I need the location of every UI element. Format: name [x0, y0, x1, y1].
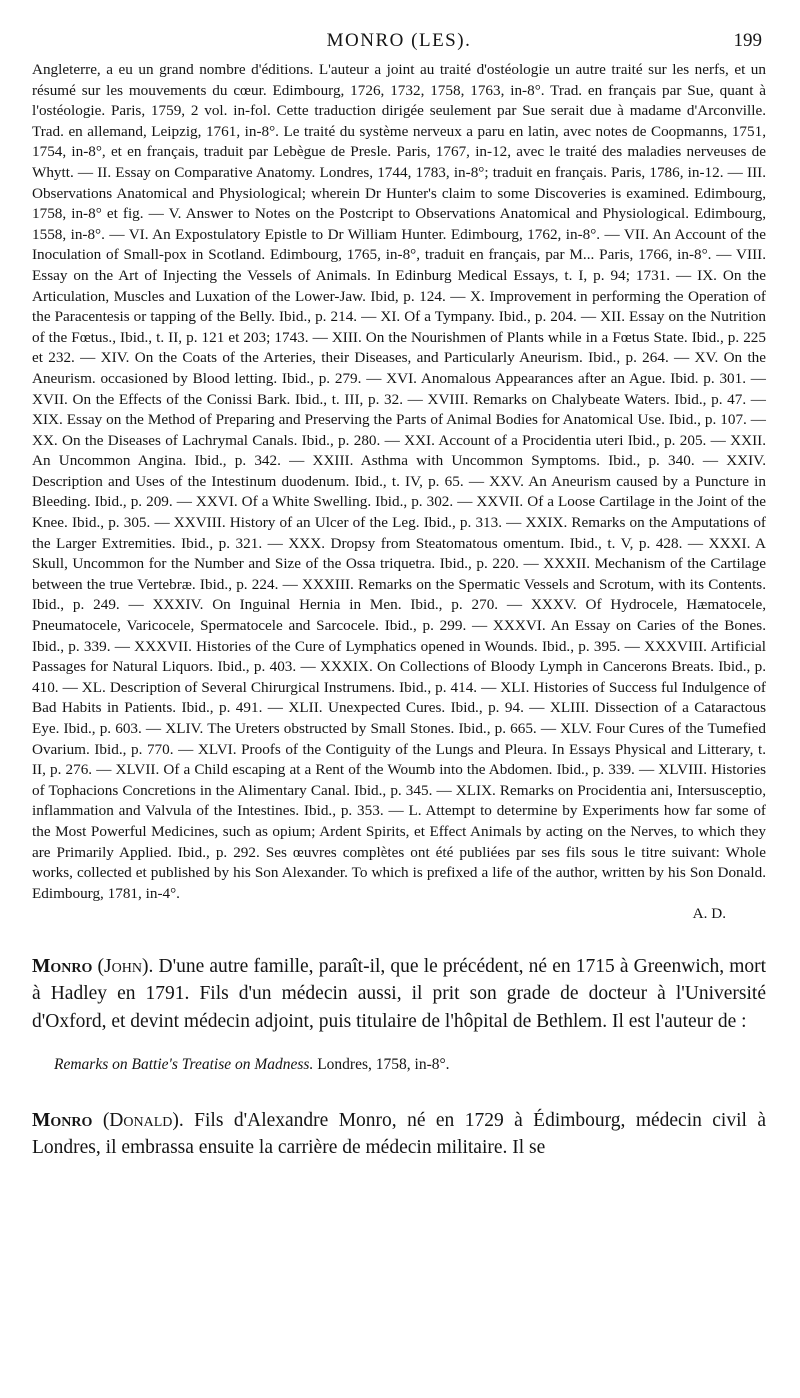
- dictionary-page: [32, 30, 766, 1162]
- work-title: Remarks on Battie's Treatise on Madness.: [54, 1056, 314, 1074]
- entry-body: Fils d'Alexandre Monro, né en 1729 à Édimbourg, médecin civil à Londres, il embrassa ensuite la carrière de médecin militaire. Il se: [32, 1109, 766, 1159]
- author-signature: A. D.: [692, 905, 726, 923]
- entry-donald-monro: [32, 1107, 766, 1162]
- work-citation: [54, 1051, 766, 1079]
- entry-headword: Monro: [32, 955, 93, 977]
- page-number: 199: [733, 30, 762, 51]
- entry-headword: Monro: [32, 1109, 93, 1131]
- running-head: MONRO (LES).: [326, 30, 472, 51]
- entry-body: D'une autre famille, paraît-il, que le précédent, né en 1715 à Greenwich, mort à Hadley en 1791. Fils d'un médecin aussi, il prit son grade de docteur à l'Université d'Oxford, et devint médecin adjoint, puis titulaire de l'hôpital de Bethlem. Il est l'auteur de :: [32, 955, 767, 1032]
- bibliography-continuation: [32, 60, 766, 925]
- entry-forename: (Donald).: [102, 1109, 184, 1131]
- work-publication: Londres, 1758, in-8°.: [317, 1056, 450, 1074]
- page-header: [32, 30, 766, 60]
- entry-paragraph: [32, 1107, 766, 1162]
- entry-forename: (John).: [97, 955, 154, 977]
- bibliography-text: Angleterre, a eu un grand nombre d'éditions. L'auteur a joint au traité d'ostéologie un autre traité sur les nerfs, et un résumé sur les mouvements du cœur. Edimbourg, 1726, 1732, 1758, 1763, in-8°. Trad. en français par Sue, quant à l'ostéologie. Paris, 1759, 2 vol. in-fol. Cette traduction dirigée seulement par Sue serait due à madame d'Arconville. Trad. en allemand, Leipzig, 1761, in-8°. Le traité du système nerveux a paru en latin, avec notes de Coopmanns, 1751, 1754, in-8°, et en français, traduit par Lebègue de Presle. Paris, 1767, in-12, avec le traité des maladies nerveuses de Whytt. — II. Essay on Comparative Anatomy. Londres, 1744, 1783, in-8°; traduit en français. Paris, 1786, in-12. — III. Observations Anatomical and Physiological; wherein Dr Hunter's claim to some Discoveries is examined. Edimbourg, 1758, in-8° et fig. — V. Answer to Notes on the Postcript to Observations Anatomical and Physiological. Edimbourg, 1558, in-8°. — VI. An Expostulatory Epistle to Dr William Hunter. Edimbourg, 1762, in-8°. — VII. An Account of the Inoculation of Small-pox in Scotland. Edimbourg, 1765, in-8°, traduit en français, par M... Paris, 1766, in-8°. — VIII. Essay on the Art of Injecting the Vessels of Animals. In Edinburg Medical Essays, t. I, p. 94; 1731. — IX. On the Articulation, Muscles and Luxation of the Lower-Jaw. Ibid, p. 124. — X. Improvement in performing the Operation of the Paracentesis or tapping of the Belly. Ibid., p. 214. — XI. Of a Tympany. Ibid., p. 204. — XII. Essay on the Nutrition of the Fœtus., Ibid., t. II, p. 121 et 203; 1743. — XIII. On the Nourishmen of Plants while in a Fœtus State. Ibid., p. 225 et 232. — XIV. On the Coats of the Arteries, their Diseases, and Particularly Aneurism. Ibid., p. 264. — XV. On the Aneurism. occasioned by Blood letting. Ibid., p. 279. — XVI. Anomalous Appearances after an Ague. Ibid. p. 301. — XVII. On the Effects of the Conissi Bark. Ibid., t. III, p. 32. — XVIII. Remarks on Chalybeate Waters. Ibid., p. 47. — XIX. Essay on the Method of Preparing and Preserving the Parts of Animal Bodies for Anatomical Use. Ibid., p. 107. — XX. On the Diseases of Lachrymal Canals. Ibid., p. 280. — XXI. Account of a Procidentia uteri Ibid., p. 205. — XXII. An Uncommon Angina. Ibid., p. 342. — XXIII. Asthma with Uncommon Symptoms. Ibid., p. 340. — XXIV. Description and Uses of the Intestinum duodenum. Ibid., t. IV, p. 65. — XXV. An Aneurism caused by a Puncture in Bleeding. Ibid., p. 209. — XXVI. Of a White Swelling. Ibid., p. 302. — XXVII. Of a Loose Cartilage in the Joint of the Knee. Ibid., p. 305. — XXVIII. History of an Ulcer of the Leg. Ibid., p. 313. — XXIX. Remarks on the Amputations of the Larger Extremities. Ibid., p. 321. — XXX. Dropsy from Steatomatous omentum. Ibid., t. V, p. 428. — XXXI. A Skull, Uncommon for the Number and Size of the Ossa triquetra. Ibid., p. 220. — XXXII. Mechanism of the Cartilage between the true Vertebræ. Ibid., p. 224. — XXXIII. Remarks on the Spermatic Vessels and Scrotum, with its Contents. Ibid., p. 249. — XXXIV. On Inguinal Hernia in Men. Ibid., p. 270. — XXXV. Of Hydrocele, Hæmatocele, Pneumatocele, Varicocele, Spermatocele and Sarcocele. Ibid., p. 299. — XXXVI. An Essay on Caries of the Bones. Ibid., p. 339. — XXXVII. Histories of the Cure of Lymphatics opened in Wounds. Ibid., p. 395. — XXXVIII. Artificial Passages for Natural Liquors. Ibid., p. 403. — XXXIX. On Collections of Bloody Lymph in Cancerons Breats. Ibid., p. 410. — XL. Description of Several Chirurgical Instrumens. Ibid., p. 414. — XLI. Histories of Success ful Indulgence of Bad Habits in Patients. Ibid., p. 491. — XLII. Unexpected Cures. Ibid., p. 94. — XLIII. Dissection of a Cataractous Eye. Ibid., p. 603. — XLIV. The Ureters obstructed by Small Stones. Ibid., p. 665. — XLV. Four Cures of the Tumefied Ovarium. Ibid., p. 770. — XLVI. Proofs of the Contiguity of the Lungs and Pleura. In Essays Physical and Litterary, t. II, p. 276. — XLVII. Of a Child escaping at a Rent of the Woumb into the Abdomen. Ibid., p. 339. — XLVIII. Histories of Tophacions Concretions in the Alimentary Canal. Ibid., p. 345. — XLIX. Remarks on Procidentia ani, Intersusceptio, inflammation and Valvula of the Intestines. Ibid., p. 353. — L. Attempt to determine by Experiments how far some of the Most Powerful Medicines, such as opium; Ardent Spirits, et Effect Animals by acting on the Nerves, to which they are Primarily Applied. Ibid., p. 292. Ses œuvres complètes ont été publiées par ses fils sous le titre suivant: Whole works, collected et published by his Son Alexander. To which is prefixed a life of the author, written by his Son Donald. Edimbourg, 1781, in-4°.: [32, 61, 766, 902]
- entry-john-monro: [32, 953, 766, 1079]
- entry-paragraph: [32, 953, 766, 1036]
